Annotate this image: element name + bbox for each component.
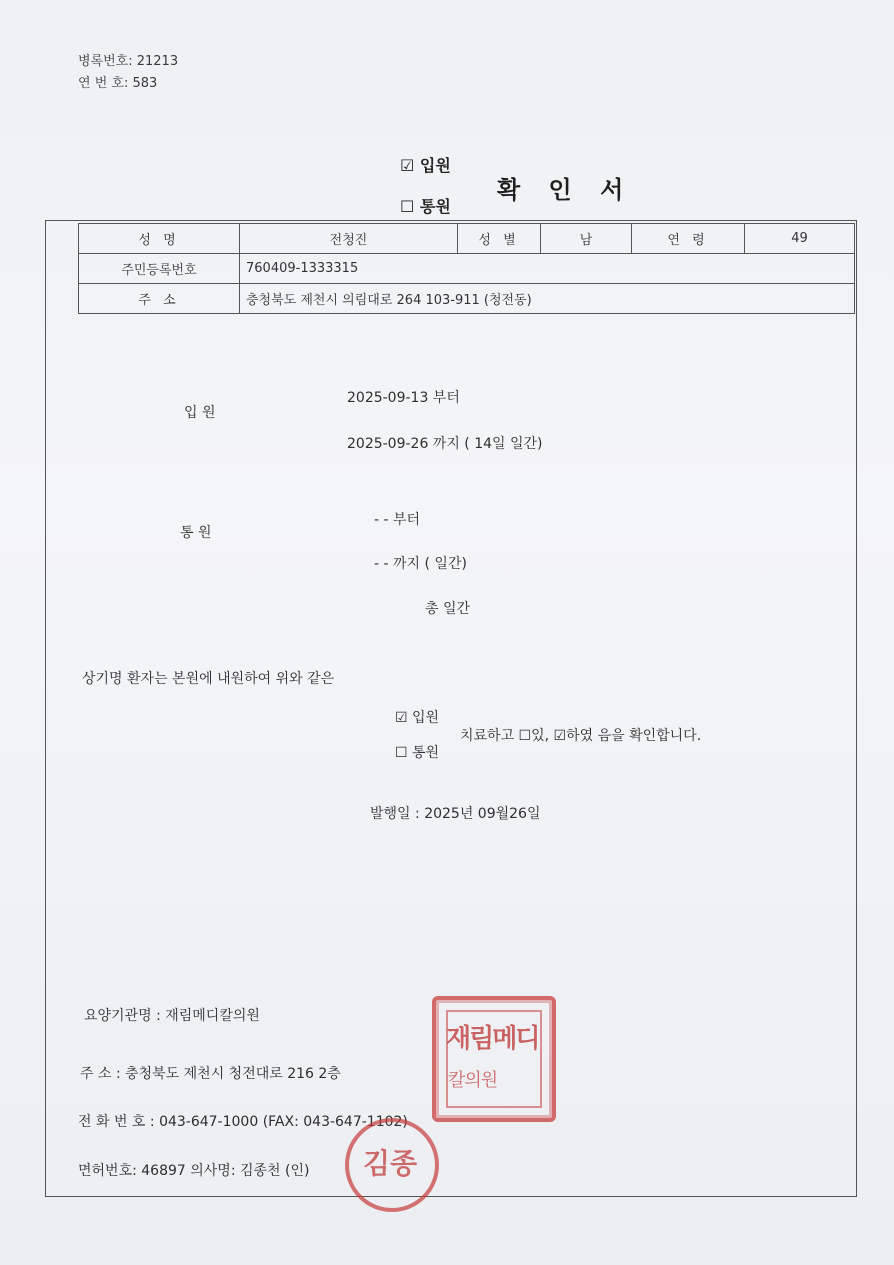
serial-number: 연 번 호: 583	[78, 76, 158, 91]
table-row	[79, 254, 855, 284]
inpatient-checkbox-title: ☑ 입원	[400, 156, 451, 175]
statement-line: 상기명 환자는 본원에 내원하여 위와 같은	[82, 671, 335, 687]
rrn-label: 주민등록번호	[79, 254, 240, 284]
sex-value: 남	[541, 224, 632, 254]
outpatient-checkbox-title: ☐ 통원	[400, 197, 451, 216]
age-label: 연 령	[632, 224, 745, 254]
address-value: 충청북도 제천시 의림대로 264 103-911 (청전동)	[240, 284, 855, 314]
doctor-license: 면허번호: 46897 의사명: 김종천 (인)	[78, 1163, 310, 1179]
facility-name: 요양기관명 : 재림메디칼의원	[84, 1008, 260, 1024]
inpatient-label: 입 원	[184, 405, 216, 421]
facility-phone: 전 화 번 호 : 043-647-1000 (FAX: 043-647-1102)	[78, 1114, 408, 1130]
patient-info-table	[78, 223, 855, 314]
issue-date: 발행일 : 2025년 09월26일	[370, 806, 541, 822]
statement-outpatient-option: ☐ 통원	[395, 745, 440, 761]
outpatient-total: 총 일간	[425, 601, 471, 617]
table-row	[79, 224, 855, 254]
table-row	[79, 284, 855, 314]
inpatient-to: 2025-09-26 까지 ( 14일 일간)	[347, 436, 543, 452]
statement-conclusion: 치료하고 ☐있, ☑하였 음을 확인합니다.	[460, 728, 702, 744]
outpatient-from: - - 부터	[374, 512, 421, 528]
rrn-value: 760409-1333315	[240, 254, 855, 284]
facility-address: 주 소 : 충청북도 제천시 청전대로 216 2층	[80, 1066, 341, 1082]
name-value: 전청진	[240, 224, 458, 254]
address-label: 주 소	[79, 284, 240, 314]
doctor-seal-stamp: 김종	[345, 1118, 439, 1212]
outpatient-to: - - 까지 ( 일간)	[374, 556, 467, 572]
record-number: 병록번호: 21213	[78, 54, 179, 69]
document-title: 확 인 서	[497, 176, 634, 204]
clinic-seal-stamp: 재림메디 칼의원	[432, 996, 556, 1122]
inpatient-from: 2025-09-13 부터	[347, 390, 460, 406]
age-value: 49	[745, 224, 855, 254]
statement-inpatient-option: ☑ 입원	[395, 710, 440, 726]
outpatient-label: 통 원	[180, 525, 212, 541]
sex-label: 성 별	[458, 224, 541, 254]
name-label: 성 명	[79, 224, 240, 254]
